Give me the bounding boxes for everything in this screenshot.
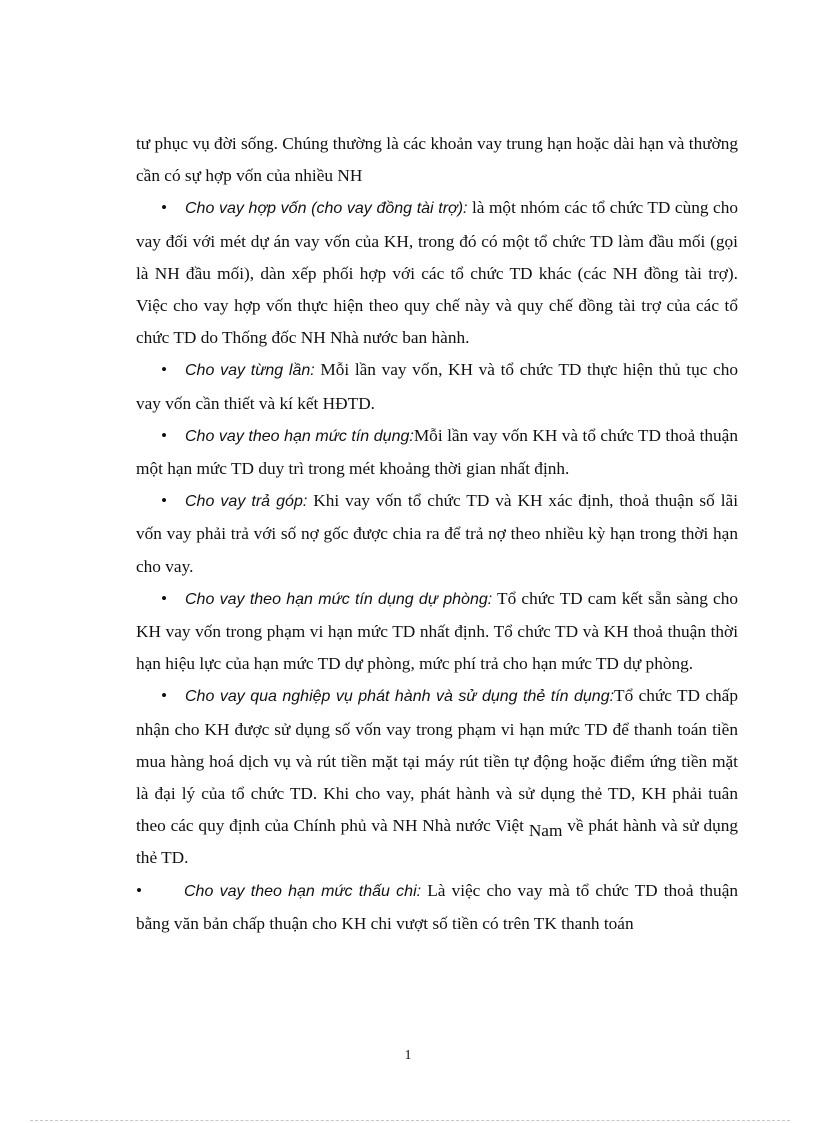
bullet-icon: • (161, 360, 168, 380)
item-text: Mỗi lần vay vốn, KH và tổ chức TD thực hiện thủ tục cho vay vốn cần thiết và kí kết HĐTD. (136, 360, 738, 413)
bullet-icon: • (161, 198, 168, 218)
item-text: Tổ chức TD chấp nhận cho KH được sử dụng số vốn vay trong phạm vi hạn mức TD để thanh toán tiền mua hàng hoá dịch vụ và rút tiền mặt tại máy rút tiền tự động hoặc điểm ứng tiền mặt là đại lý của tổ chức TD. Khi cho vay, phát hành và sử dụng thẻ TD, KH phải tuân theo các quy định của Chính phủ và NH Nhà nước Việt (136, 686, 738, 836)
list-item-credit-limit-loan (136, 420, 738, 485)
bullet-icon: • (136, 880, 143, 900)
item-text: Là việc cho vay mà tổ chức TD thoả thuận bằng văn bản chấp thuận cho KH chi vượt số tiền có trên TK thanh toán (136, 880, 739, 933)
item-term: Cho vay theo hạn mức thấu chi: (184, 882, 422, 900)
bullet-icon: • (161, 491, 168, 511)
page-number: 1 (404, 1048, 412, 1063)
item-term: Cho vay trả góp: (185, 493, 308, 511)
item-text-sub: Nam (528, 821, 563, 841)
item-term: Cho vay theo hạn mức tín dụng: (185, 427, 414, 445)
item-text-after: về phát hành và sử dụng thẻ TD. (136, 816, 739, 868)
list-item-syndicated-loan (136, 192, 738, 354)
bullet-icon: • (161, 686, 168, 706)
page-bottom-divider (30, 1120, 790, 1121)
item-term: Cho vay qua nghiệp vụ phát hành và sử dụng thẻ tín dụng: (185, 688, 615, 706)
bullet-icon: • (161, 425, 168, 445)
item-term: Cho vay từng lần: (185, 362, 315, 380)
item-text: Tổ chức TD cam kết sẵn sàng cho KH vay vốn trong phạm vi hạn mức TD nhất định. Tổ chức TD và KH thoả thuận thời hạn hiệu lực của hạn mức TD dự phòng, mức phí trả cho hạn mức TD dự phòng. (136, 588, 738, 674)
intro-paragraph: tư phục vụ đời sống. Chúng thường là các khoản vay trung hạn hoặc dài hạn và thường cần có sự hợp vốn của nhiều NH (136, 134, 738, 186)
list-item-single-loan (136, 354, 738, 419)
item-text: Mỗi lần vay vốn KH và tổ chức TD thoả thuận một hạn mức TD duy trì trong mét khoảng thời gian nhất định. (136, 425, 738, 479)
list-item-installment-loan (136, 485, 738, 583)
item-text: Khi vay vốn tổ chức TD và KH xác định, thoả thuận số lãi vốn vay phải trả với số nợ gốc được chia ra để trả nợ theo nhiều kỳ hạn trong thời hạn cho vay. (136, 491, 738, 576)
bullet-icon: • (161, 588, 168, 608)
item-text: là một nhóm các tổ chức TD cùng cho vay đối với mét dự án vay vốn của KH, trong đó có một tổ chức TD làm đầu mối (gọi là NH đầu mối), dàn xếp phối hợp với các tổ chức TD khác (các NH đồng tài trợ). Việc cho vay hợp vốn thực hiện theo quy chế này và quy chế đồng tài trợ của các tổ chức TD do Thống đốc NH Nhà nước ban hành. (136, 198, 738, 348)
list-item-overdraft-loan (136, 875, 738, 940)
list-item-credit-card-loan (136, 680, 738, 874)
document-body (136, 128, 738, 940)
list-item-standby-credit-loan (136, 583, 738, 681)
item-term: Cho vay theo hạn mức tín dụng dự phòng: (185, 590, 493, 608)
item-term: Cho vay hợp vốn (cho vay đồng tài trợ): (185, 200, 468, 218)
